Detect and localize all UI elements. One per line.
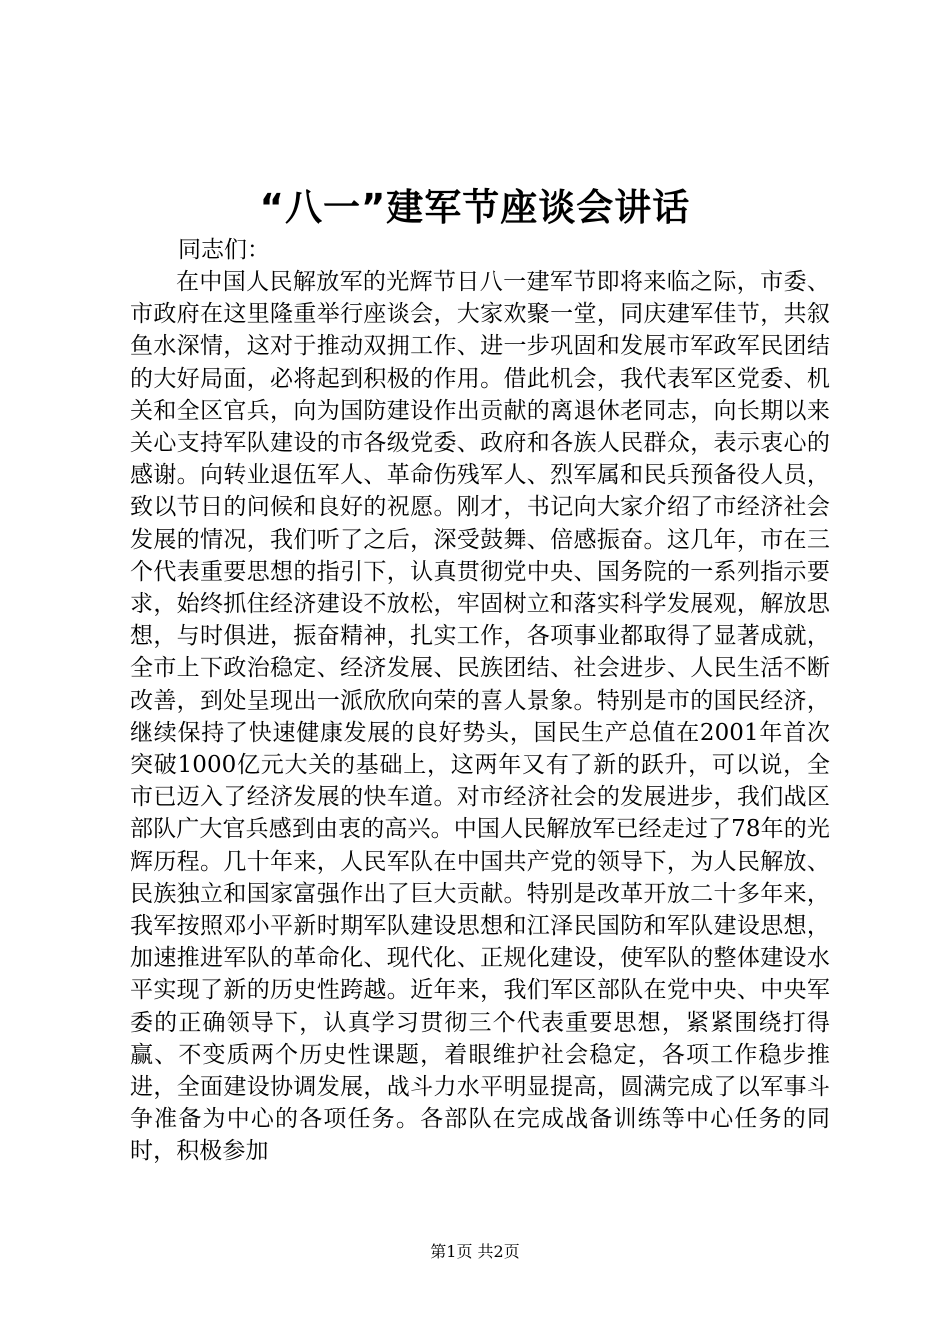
document-title: “八一”建军节座谈会讲话 — [259, 186, 691, 229]
body-paragraph: 在中国人民解放军的光辉节日八一建军节即将来临之际，市委、市政府在这里隆重举行座谈会，大家欢聚一堂，同庆建军佳节，共叙鱼水深情，这对于推动双拥工作、进一步巩固和发展市军政军民团结的大好局面，必将起到积极的作用。借此机会，我代表军区党委、机关和全区官兵，向为国防建设作出贡献的离退休老同志，向长期以来关心支持军队建设的市各级党委、政府和各族人民群众，表示衷心的感谢。向转业退伍军人、革命伤残军人、烈军属和民兵预备役人员，致以节日的问候和良好的祝愿。刚才，书记向大家介绍了市经济社会发展的情况，我们听了之后，深受鼓舞、倍感振奋。这几年，市在三个代表重要思想的指引下，认真贯彻党中央、国务院的一系列指示要求，始终抓住经济建设不放松，牢固树立和落实科学发展观，解放思想，与时俱进，振奋精神，扎实工作，各项事业都取得了显著成就，全市上下政治稳定、经济发展、民族团结、社会进步、人民生活不断改善，到处呈现出一派欣欣向荣的喜人景象。特别是市的国民经济，继续保持了快速健康发展的良好势头，国民生产总值在2001年首次突破1000亿元大关的基础上，这两年又有了新的跃升，可以说，全市已迈入了经济发展的快车道。对市经济社会的发展进步，我们战区部队广大官兵感到由衷的高兴。中国人民解放军已经走过了78年的光辉历程。几十年来，人民军队在中国共产党的领导下，为人民解放、民族独立和国家富强作出了巨大贡献。特别是改革开放二十多年来，我军按照邓小平新时期军队建设思想和江泽民国防和军队建设思想，加速推进军队的革命化、现代化、正规化建设，使军队的整体建设水平实现了新的历史性跨越。近年来，我们军区部队在党中央、中央军委的正确领导下，认真学习贯彻三个代表重要思想，紧紧围绕打得赢、不变质两个历史性课题，着眼维护社会稳定，各项工作稳步推进，全面建设协调发展，战斗力水平明显提高，圆满完成了以军事斗争准备为中心的各项任务。各部队在完成战备训练等中心任务的同时，积极参加 — [130, 269, 830, 1165]
salutation: 同志们： — [178, 237, 270, 263]
page-footer: 第1页 共2页 — [430, 1242, 520, 1261]
